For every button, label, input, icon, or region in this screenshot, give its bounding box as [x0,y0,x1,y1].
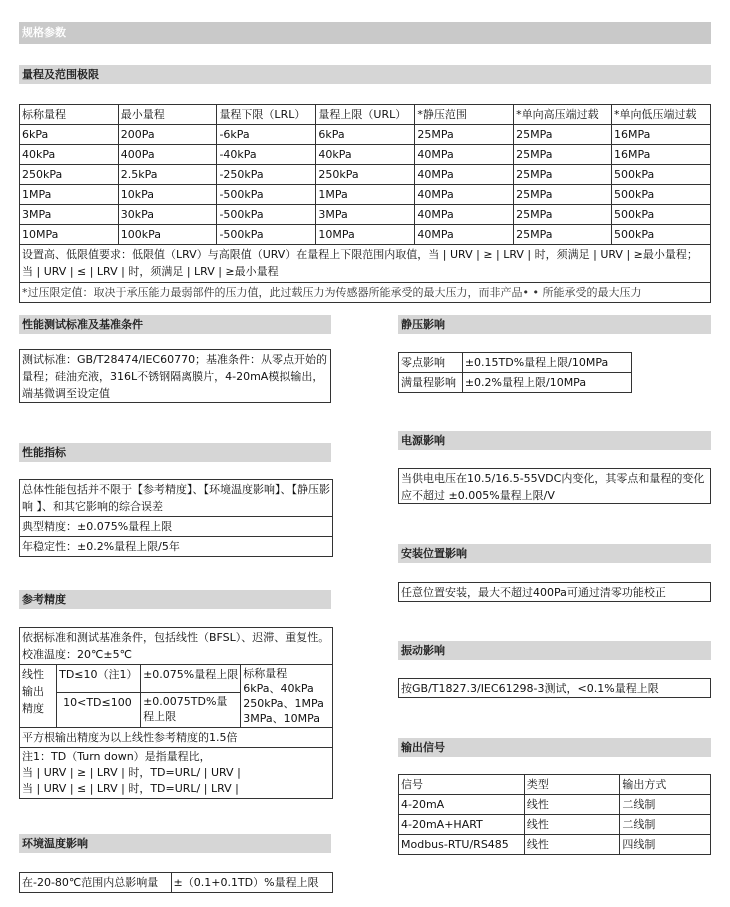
table-row [399,373,632,393]
table-cell: -250kPa [217,165,316,185]
accuracy-r2-value: ±0.0075TD%量程上限 [141,693,241,728]
table-row [20,537,333,557]
accuracy-intro: 依据标准和测试基准条件，包括线性（BFSL）、迟滞、重复性。校准温度：20℃±5℃ [20,628,333,665]
static-zero-value: ±0.15TD%量程上限/10MPa [462,353,631,373]
table-cell: -40kPa [217,145,316,165]
table-cell: 1MPa [20,185,119,205]
table-cell: 10MPa [316,225,415,245]
table-cell: 25MPa [514,145,612,165]
table-cell: 6kPa [316,125,415,145]
accuracy-r1-value: ±0.075%量程上限 [141,665,241,693]
perf-annual-stability: 年稳定性：±0.2%量程上限/5年 [20,537,333,557]
accuracy-ranges-line2: 250kPa、1MPa [243,697,324,710]
table-cell: 400Pa [118,145,217,165]
table-cell: -500kPa [217,185,316,205]
table-header: *单向低压端过载 [612,105,711,125]
table-cell: 16MPa [612,125,711,145]
table-header: 类型 [524,775,619,795]
static-span-value: ±0.2%量程上限/10MPa [462,373,631,393]
range-table [19,104,711,303]
table-row [20,125,711,145]
accuracy-sqrt-note: 平方根输出精度为以上线性参考精度的1.5倍 [20,728,333,748]
accuracy-r1-cond: TD≤10（注1） [57,665,141,693]
table-header: 输出方式 [620,775,711,795]
table-row [20,225,711,245]
table-cell: 40MPa [415,185,514,205]
section-heading-perf: 性能指标 [19,443,331,462]
table-cell: 25MPa [514,225,612,245]
table-row [20,205,711,225]
ambient-label: 在-20-80℃范围内总影响量 [20,873,172,893]
page-title: 规格参数 [19,22,711,44]
table-cell: 线性 [524,835,619,855]
table-row [399,795,711,815]
table-cell: 40MPa [415,225,514,245]
table-cell: -6kPa [217,125,316,145]
table-cell: 100kPa [118,225,217,245]
table-cell: 3MPa [316,205,415,225]
table-cell: 40kPa [316,145,415,165]
table-row [20,145,711,165]
table-cell: 四线制 [620,835,711,855]
table-row [20,517,333,537]
perf-table [19,479,333,557]
table-cell: 6kPa [20,125,119,145]
table-header: 量程下限（LRL） [217,105,316,125]
table-cell: 25MPa [514,125,612,145]
table-header: 量程上限（URL） [316,105,415,125]
table-header: 标称量程 [20,105,119,125]
table-row [20,728,333,748]
section-heading-power: 电源影响 [398,431,711,450]
table-cell: 25MPa [514,165,612,185]
table-cell: 200Pa [118,125,217,145]
table-cell: -500kPa [217,225,316,245]
static-table [398,352,632,393]
table-cell: 25MPa [415,125,514,145]
table-row [399,815,711,835]
accuracy-note-line1: 注1：TD（Turn down）是指量程比， [22,750,211,763]
vibration-text: 按GB/T1827.3/IEC61298-3测试，<0.1%量程上限 [398,678,711,698]
table-header: 最小量程 [118,105,217,125]
section-heading-ambient: 环境温度影响 [19,834,331,853]
table-cell: 25MPa [514,185,612,205]
section-heading-mount: 安装位置影响 [398,544,711,563]
table-cell: 2.5kPa [118,165,217,185]
table-cell: 4-20mA [399,795,525,815]
static-span-label: 满量程影响 [399,373,463,393]
table-cell: 500kPa [612,225,711,245]
table-row [399,835,711,855]
output-header-row [399,775,711,795]
static-zero-label: 零点影响 [399,353,463,373]
table-row [399,353,632,373]
table-header: 信号 [399,775,525,795]
table-cell: 500kPa [612,205,711,225]
perf-std-text: 测试标准：GB/T28474/IEC60770；基准条件：从零点开始的量程；硅油充液，316L不锈钢隔离膜片，4-20mA模拟输出，端基微调至设定值 [19,349,331,403]
table-cell: 500kPa [612,185,711,205]
table-cell: 500kPa [612,165,711,185]
table-cell: 40MPa [415,145,514,165]
table-cell: 40MPa [415,165,514,185]
table-cell: -500kPa [217,205,316,225]
ambient-value: ±（0.1+0.1TD）%量程上限 [171,873,332,893]
table-cell: 1MPa [316,185,415,205]
table-cell: 二线制 [620,815,711,835]
range-note-overload: *过压限定值：取决于承压能力最弱部件的压力值，此过载压力为传感器所能承受的最大压力，而非产品• • 所能承受的最大压力 [20,283,711,303]
section-heading-accuracy: 参考精度 [19,590,331,609]
section-heading-static: 静压影响 [398,315,711,334]
table-cell: 10MPa [20,225,119,245]
table-header: *静压范围 [415,105,514,125]
table-cell: 16MPa [612,145,711,165]
table-cell: 25MPa [514,205,612,225]
table-row [20,748,333,799]
table-row [20,185,711,205]
table-cell: 10kPa [118,185,217,205]
table-cell: 30kPa [118,205,217,225]
table-cell: 40MPa [415,205,514,225]
accuracy-ranges-line3: 3MPa、10MPa [243,712,320,725]
accuracy-footnote [20,748,333,799]
ambient-table [19,872,333,893]
section-heading-output: 输出信号 [398,738,711,757]
perf-typical-accuracy: 典型精度：±0.075%量程上限 [20,517,333,537]
table-row [20,665,333,693]
accuracy-ranges-label: 标称量程 [243,667,288,680]
table-row [20,165,711,185]
table-cell: 250kPa [20,165,119,185]
range-note-limits: 设置高、低限值要求：低限值（LRV）与高限值（URV）在量程上下限范围内取值，当 | URV | ≥ | LRV | 时，须满足 | URV | ≥最小量程；当 | URV | ≤ | LRV | 时，须满足 | LRV | ≥最小量程 [20,245,711,283]
table-cell: 3MPa [20,205,119,225]
perf-overall-text: 总体性能包括并不限于【参考精度】、【环境温度影响】、【静压影响 】、和其它影响的综合误差 [20,480,333,517]
range-header-row [20,105,711,125]
power-text: 当供电电压在10.5/16.5-55VDC内变化，其零点和量程的变化应不超过 ±0.005%量程上限/V [398,468,711,504]
section-heading-perf-std: 性能测试标准及基准条件 [19,315,331,334]
table-cell: 4-20mA+HART [399,815,525,835]
table-cell: 250kPa [316,165,415,185]
accuracy-table [19,627,333,799]
range-note-row [20,283,711,303]
table-row [20,873,333,893]
accuracy-ranges [241,665,333,728]
accuracy-ranges-line1: 6kPa、40kPa [243,682,314,695]
section-heading-range: 量程及范围极限 [19,65,711,84]
table-cell: 线性 [524,795,619,815]
table-row [20,480,333,517]
output-table [398,774,711,855]
table-row [20,628,333,665]
accuracy-note-line3: 当 | URV | ≤ | LRV | 时，TD=URL/ | LRV | [22,782,239,795]
accuracy-linear-label: 线性输出精度 [20,665,57,728]
table-cell: 二线制 [620,795,711,815]
table-header: *单向高压端过载 [514,105,612,125]
table-cell: 40kPa [20,145,119,165]
table-cell: 线性 [524,815,619,835]
mount-text: 任意位置安装，最大不超过400Pa可通过清零功能校正 [398,582,711,602]
accuracy-r2-cond: 10<TD≤100 [57,693,141,728]
section-heading-vibration: 振动影响 [398,641,711,660]
table-cell: Modbus-RTU/RS485 [399,835,525,855]
range-note-row [20,245,711,283]
accuracy-note-line2: 当 | URV | ≥ | LRV | 时，TD=URL/ | URV | [22,766,241,779]
